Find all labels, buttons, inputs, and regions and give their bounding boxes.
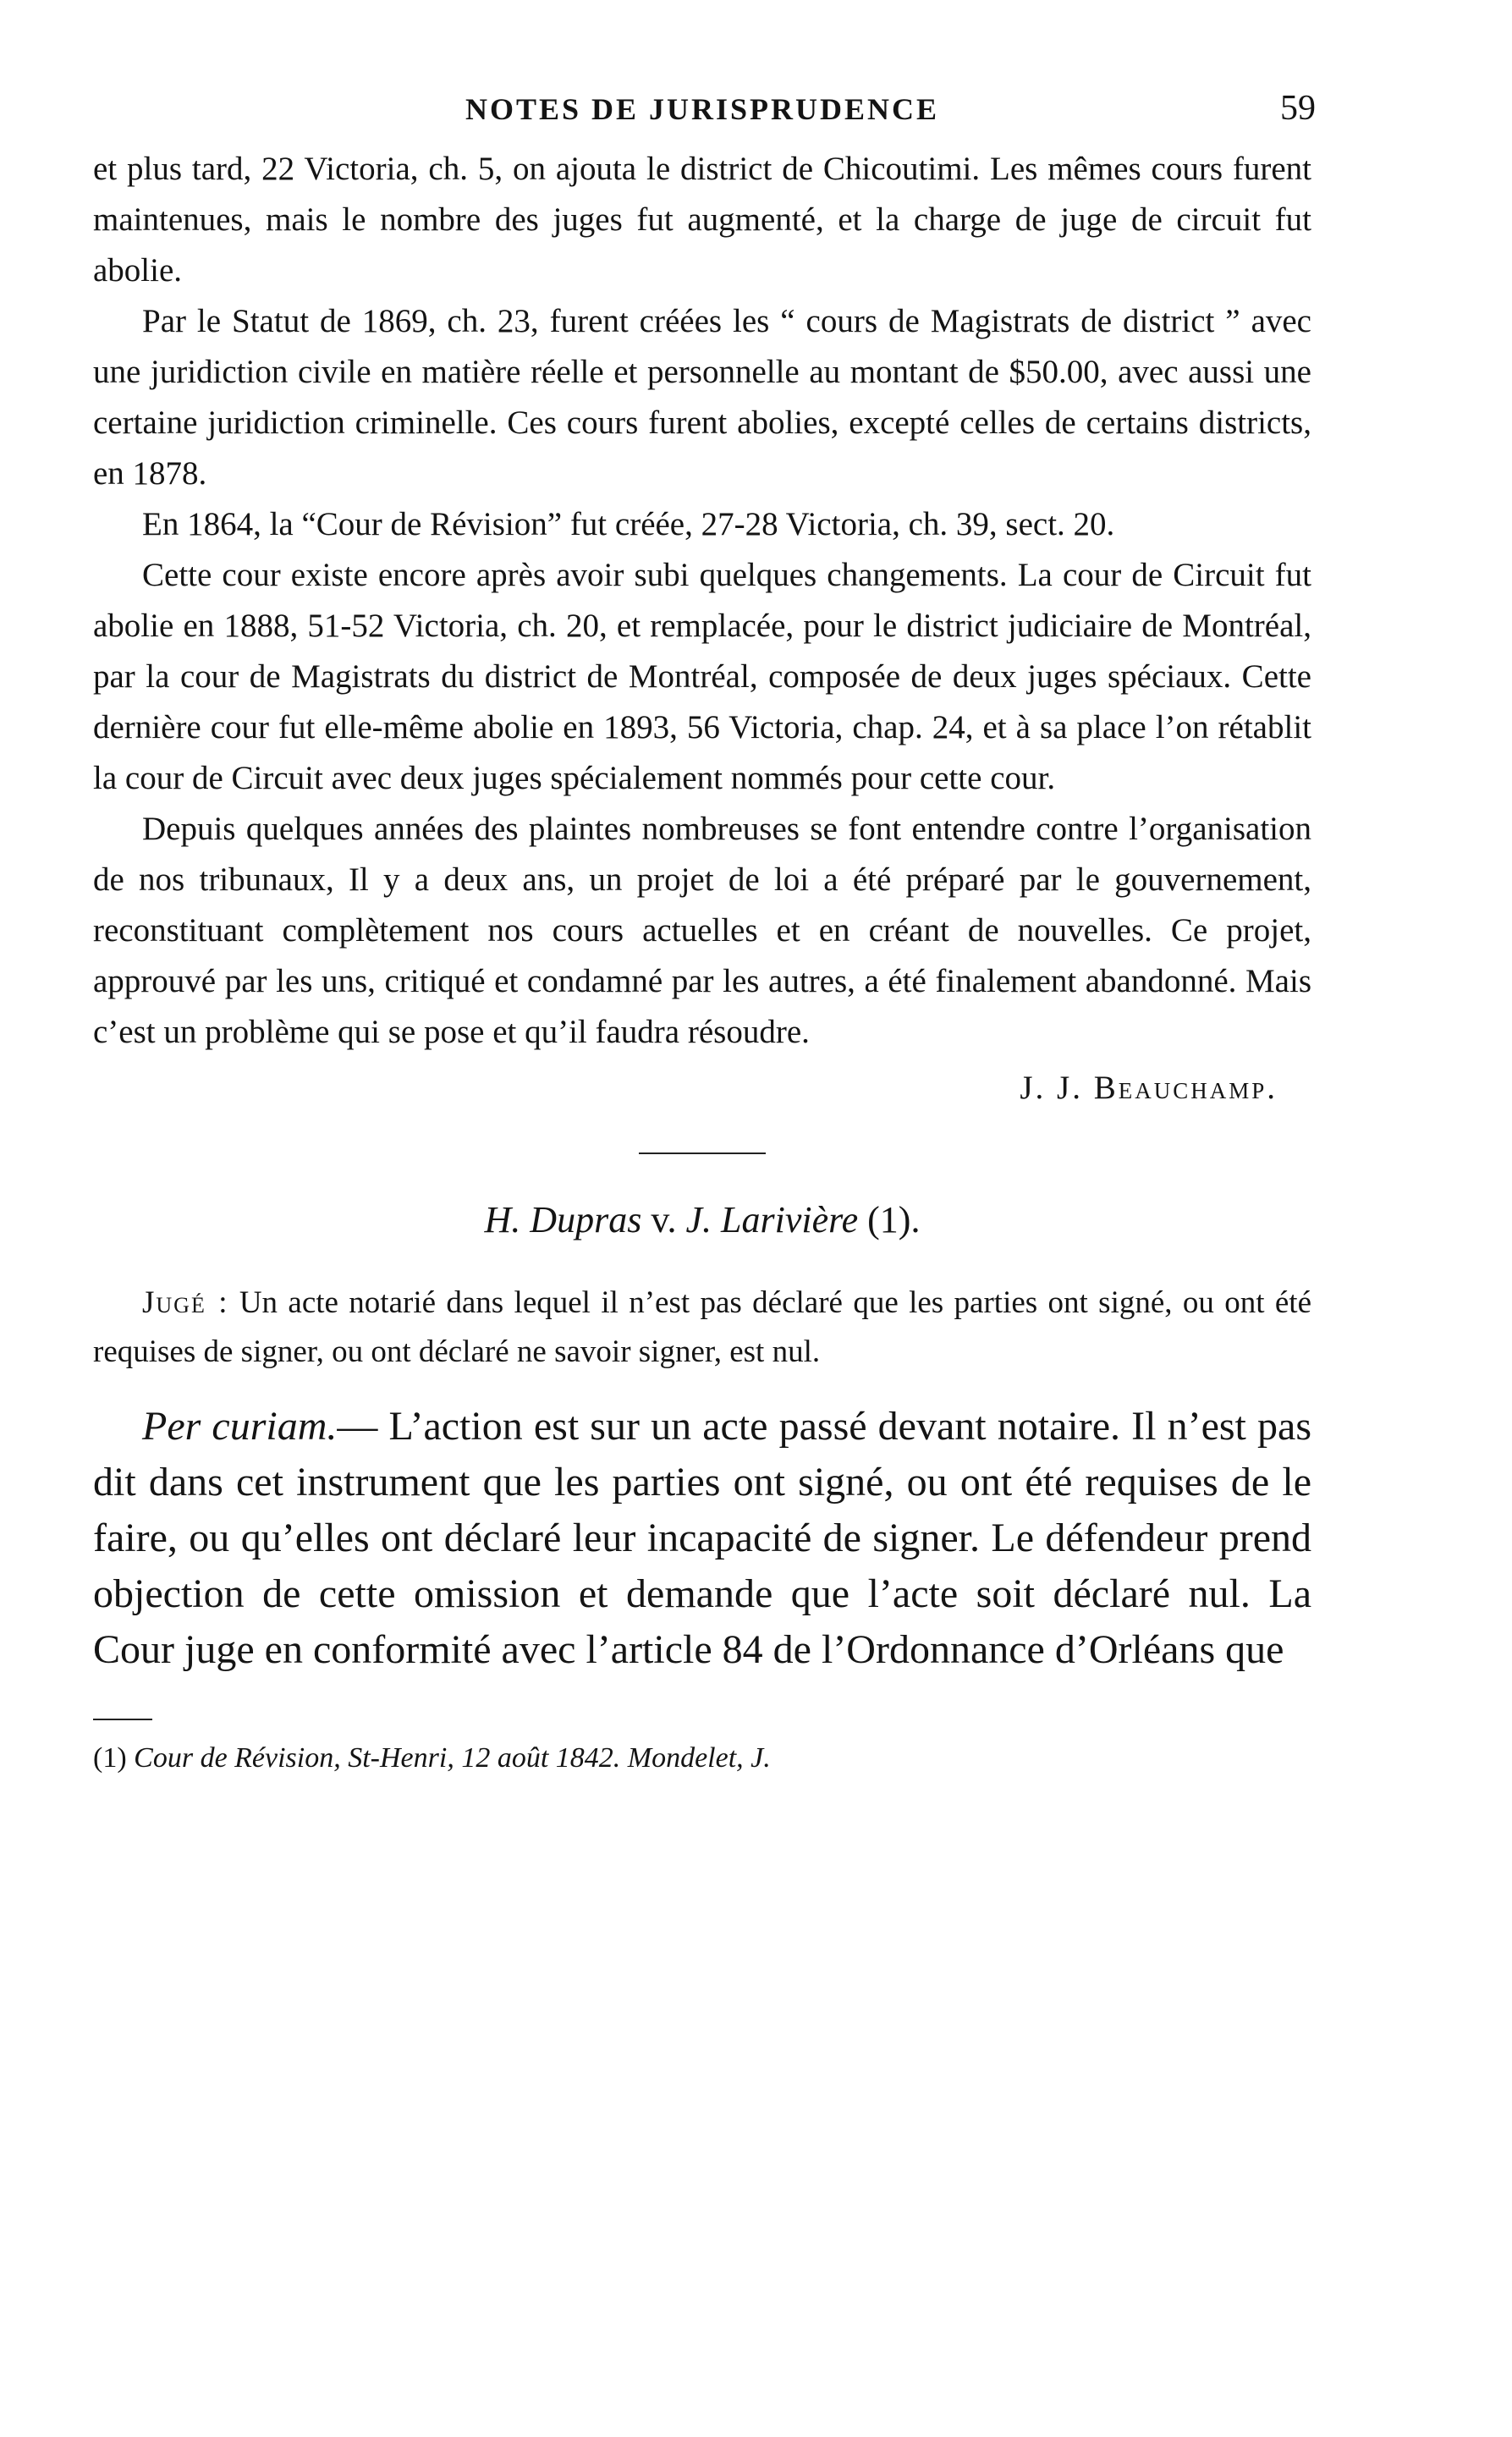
opinion [93, 1399, 1311, 1678]
holding-text: Un acte notarié dans lequel il n’est pas déclaré que les parties ont signé, ou ont été requises de signer, ou ont déclaré ne savoir signer, est nul. [93, 1285, 1311, 1369]
page-header [93, 85, 1316, 144]
paragraph-cour-circuit: Cette cour existe encore après avoir subi quelques changements. La cour de Circuit fut abolie en 1888, 51-52 Victoria, ch. 20, et remplacée, pour le district judiciaire de Montréal, par la cour de Magistrats du district de Montréal, composée de deux juges spéciaux. Cette dernière cour fut elle-même abolie en 1893, 56 Victoria, chap. 24, et à sa place l’on rétablit la cour de Circuit avec deux juges spécialement nommés pour cette cour. [93, 557, 1311, 796]
paragraph-cour-revision: En 1864, la “Cour de Révision” fut créée, 27-28 Victoria, ch. 39, sect. 20. [142, 506, 1115, 542]
document-page [93, 85, 1316, 1774]
footnote-text: Cour de Révision, St-Henri, 12 août 1842. Mondelet, J. [134, 1742, 771, 1774]
case-versus: v. [651, 1199, 677, 1241]
footnote-marker: (1) [93, 1742, 127, 1774]
case-title [93, 1198, 1311, 1241]
case-plaintiff: H. Dupras [484, 1199, 642, 1241]
paragraph-plaintes: Depuis quelques années des plaintes nombreuses se font entendre contre l’organisation de nos tribunaux, Il y a deux ans, un projet de loi a été préparé par le gouvernement, reconstituant complètement nos cours actuelles et en créant de nouvelles. Ce projet, approuvé par les uns, critiqué et condamné par les autres, a été finalement abandonné. Mais c’est un problème qui se pose et qu’il faudra résoudre. [93, 811, 1311, 1050]
running-title: NOTES DE JURISPRUDENCE [465, 92, 940, 126]
paragraph-statut-1869: Par le Statut de 1869, ch. 23, furent créées les “ cours de Magistrats de district ” avec une juridiction civile en matière réelle et personnelle au montant de $50.00, avec aussi une certaine juridiction criminelle. Ces cours furent abolies, excepté celles de certains districts, en 1878. [93, 303, 1311, 492]
case-defendant: J. Larivière [685, 1199, 859, 1241]
section-divider [639, 1152, 766, 1154]
footnote-rule [93, 1719, 152, 1720]
page-number: 59 [1280, 89, 1316, 128]
opinion-dash: — [337, 1404, 378, 1449]
opinion-lead: Per curiam. [142, 1404, 338, 1449]
case-footnote-marker: (1). [867, 1199, 921, 1241]
opinion-text: L’action est sur un acte passé devant notaire. Il n’est pas dit dans cet instrument que les parties ont signé, ou ont été requises de le faire, ou qu’elles ont déclaré leur incapacité de signer. Le défendeur prend objection de cette omission et demande que l’acte soit déclaré nul. La Cour juge en conformité avec l’article 84 de l’Ordonnance d’Orléans que [93, 1404, 1311, 1672]
article-body [93, 144, 1311, 1114]
footnote [93, 1742, 1311, 1774]
paragraph-chicoutimi: et plus tard, 22 Victoria, ch. 5, on ajouta le district de Chicoutimi. Les mêmes cours furent maintenues, mais le nombre des juges fut augmenté, et la charge de juge de circuit fut abolie. [93, 151, 1311, 289]
holding-label: Jugé : [142, 1285, 229, 1320]
author-signature: J. J. Beauchamp. [1020, 1070, 1278, 1106]
holding [93, 1279, 1311, 1377]
